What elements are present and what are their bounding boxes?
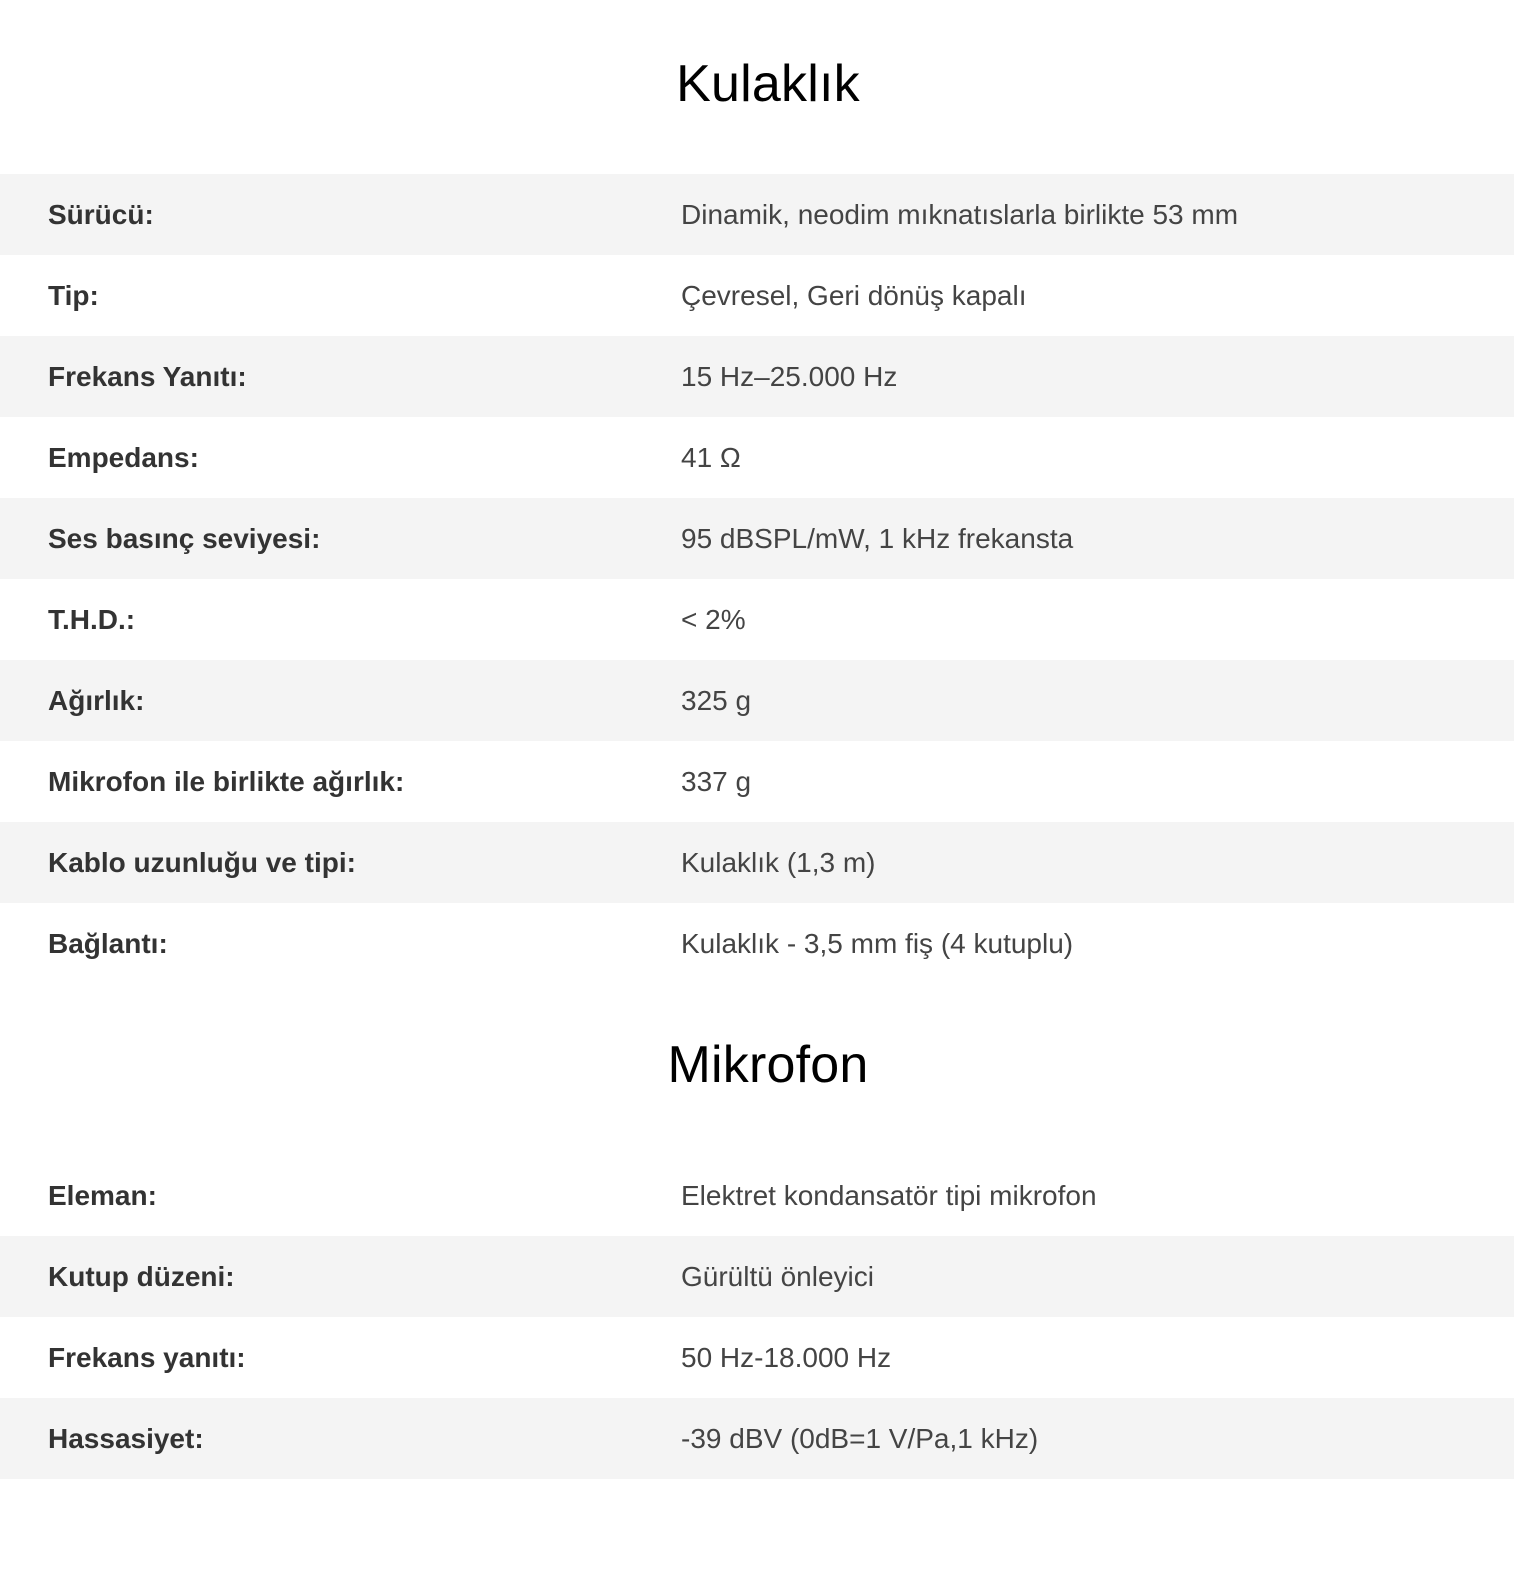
section-title-microphone: Mikrofon	[667, 1036, 869, 1094]
spec-value: < 2%	[681, 603, 746, 635]
spec-row	[0, 255, 1514, 336]
spec-value: Dinamik, neodim mıknatıslarla birlikte 53 mm	[681, 198, 1239, 230]
spec-row	[0, 1398, 1514, 1479]
spec-label: Bağlantı:	[48, 927, 168, 959]
spec-value: Kulaklık - 3,5 mm fiş (4 kutuplu)	[681, 927, 1074, 959]
spec-label: Kablo uzunluğu ve tipi:	[48, 846, 356, 878]
spec-row	[0, 903, 1514, 984]
spec-value: -39 dBV (0dB=1 V/Pa,1 kHz)	[681, 1422, 1039, 1454]
spec-label: Tip:	[48, 279, 99, 311]
spec-row	[0, 660, 1514, 741]
spec-value: 337 g	[681, 765, 752, 797]
spec-value: Gürültü önleyici	[681, 1260, 874, 1292]
spec-label: Empedans:	[48, 441, 199, 473]
spec-label: Frekans yanıtı:	[48, 1341, 246, 1373]
spec-row	[0, 1236, 1514, 1317]
spec-row	[0, 417, 1514, 498]
spec-row	[0, 1155, 1514, 1236]
spec-value: 41 Ω	[681, 441, 741, 473]
spec-label: Ağırlık:	[48, 684, 145, 716]
spec-value: Kulaklık (1,3 m)	[681, 846, 876, 878]
spec-value: Çevresel, Geri dönüş kapalı	[681, 279, 1027, 311]
spec-row	[0, 498, 1514, 579]
spec-row	[0, 174, 1514, 255]
spec-label: Mikrofon ile birlikte ağırlık:	[48, 765, 405, 797]
section-title-headphone: Kulaklık	[676, 55, 860, 113]
spec-value: 15 Hz–25.000 Hz	[681, 360, 898, 392]
spec-row	[0, 822, 1514, 903]
spec-table-microphone	[0, 1155, 1514, 1479]
spec-value: Elektret kondansatör tipi mikrofon	[681, 1179, 1097, 1211]
spec-label: Sürücü:	[48, 198, 154, 230]
spec-row	[0, 741, 1514, 822]
spec-table-headphone	[0, 174, 1514, 984]
spec-label: Eleman:	[48, 1179, 157, 1211]
spec-value: 50 Hz-18.000 Hz	[681, 1341, 892, 1373]
spec-row	[0, 579, 1514, 660]
spec-row	[0, 336, 1514, 417]
spec-value: 95 dBSPL/mW, 1 kHz frekansta	[681, 522, 1074, 554]
spec-label: Ses basınç seviyesi:	[48, 522, 321, 554]
spec-label: Frekans Yanıtı:	[48, 360, 247, 392]
spec-label: Hassasiyet:	[48, 1422, 204, 1454]
spec-row	[0, 1317, 1514, 1398]
spec-label: Kutup düzeni:	[48, 1260, 235, 1292]
spec-label: T.H.D.:	[48, 603, 136, 635]
spec-value: 325 g	[681, 684, 752, 716]
